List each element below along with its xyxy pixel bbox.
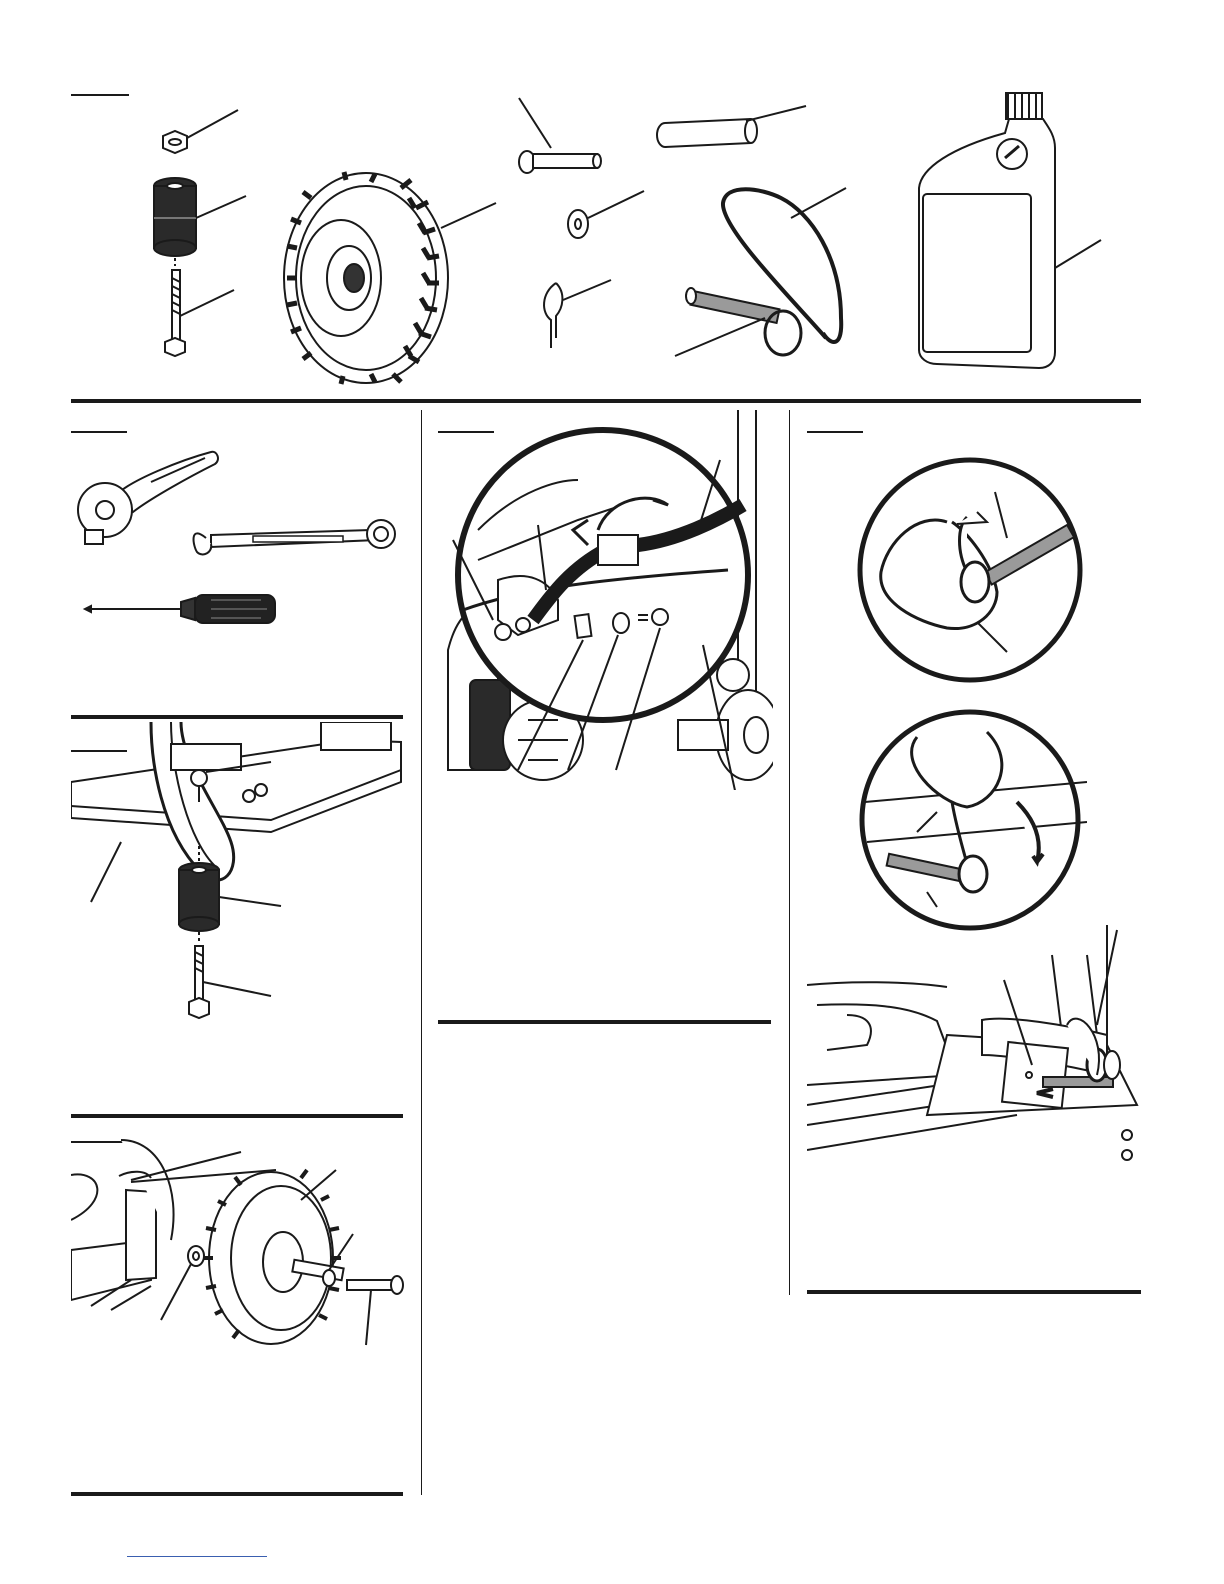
axle-pin-icon: [519, 98, 601, 173]
column-divider-1: [421, 410, 422, 1495]
terminal-plate-icon: [575, 614, 592, 638]
spacer-sleeve-icon: [657, 106, 806, 147]
washer-icon: [568, 191, 644, 238]
handle-pin-figure: [807, 925, 1142, 1175]
battery-connect-figure: [438, 410, 773, 790]
ratchet-icon: [78, 452, 218, 544]
lanyard-attach-figure: [857, 702, 1087, 942]
column-divider-2: [789, 410, 790, 1295]
bolt-install-icon: [189, 946, 271, 1018]
bolt-icon: [165, 270, 234, 356]
hairpin-clip-icon: [544, 280, 611, 348]
wheel-icon: [284, 172, 496, 384]
wheel-install-figure: [71, 1130, 406, 1360]
divider-left-2: [71, 1114, 403, 1118]
divider-right-1: [807, 1290, 1141, 1294]
tools-figure: [71, 440, 406, 640]
wrench-icon: [194, 520, 395, 554]
figure-tag-handle: [807, 431, 863, 433]
footer-link-underline[interactable]: [127, 1556, 267, 1557]
oil-bottle-icon: [919, 93, 1101, 368]
divider-left-1: [71, 715, 403, 719]
battery-washer-icon: [613, 613, 629, 633]
lanyard-detail-figure: [857, 452, 1087, 692]
divider-top: [71, 399, 1141, 403]
wheel-install-icon: [203, 1170, 341, 1344]
loose-parts-figure: [71, 88, 1141, 388]
divider-left-3: [71, 1492, 403, 1496]
figure-tag-tools: [71, 431, 127, 433]
feet-install-figure: [71, 722, 406, 1032]
rubber-foot-icon: [154, 178, 246, 266]
lanyard-pin-icon: [675, 188, 846, 356]
screwdriver-icon: [85, 595, 275, 623]
nut-icon: [163, 110, 238, 153]
divider-mid-1: [438, 1020, 771, 1024]
